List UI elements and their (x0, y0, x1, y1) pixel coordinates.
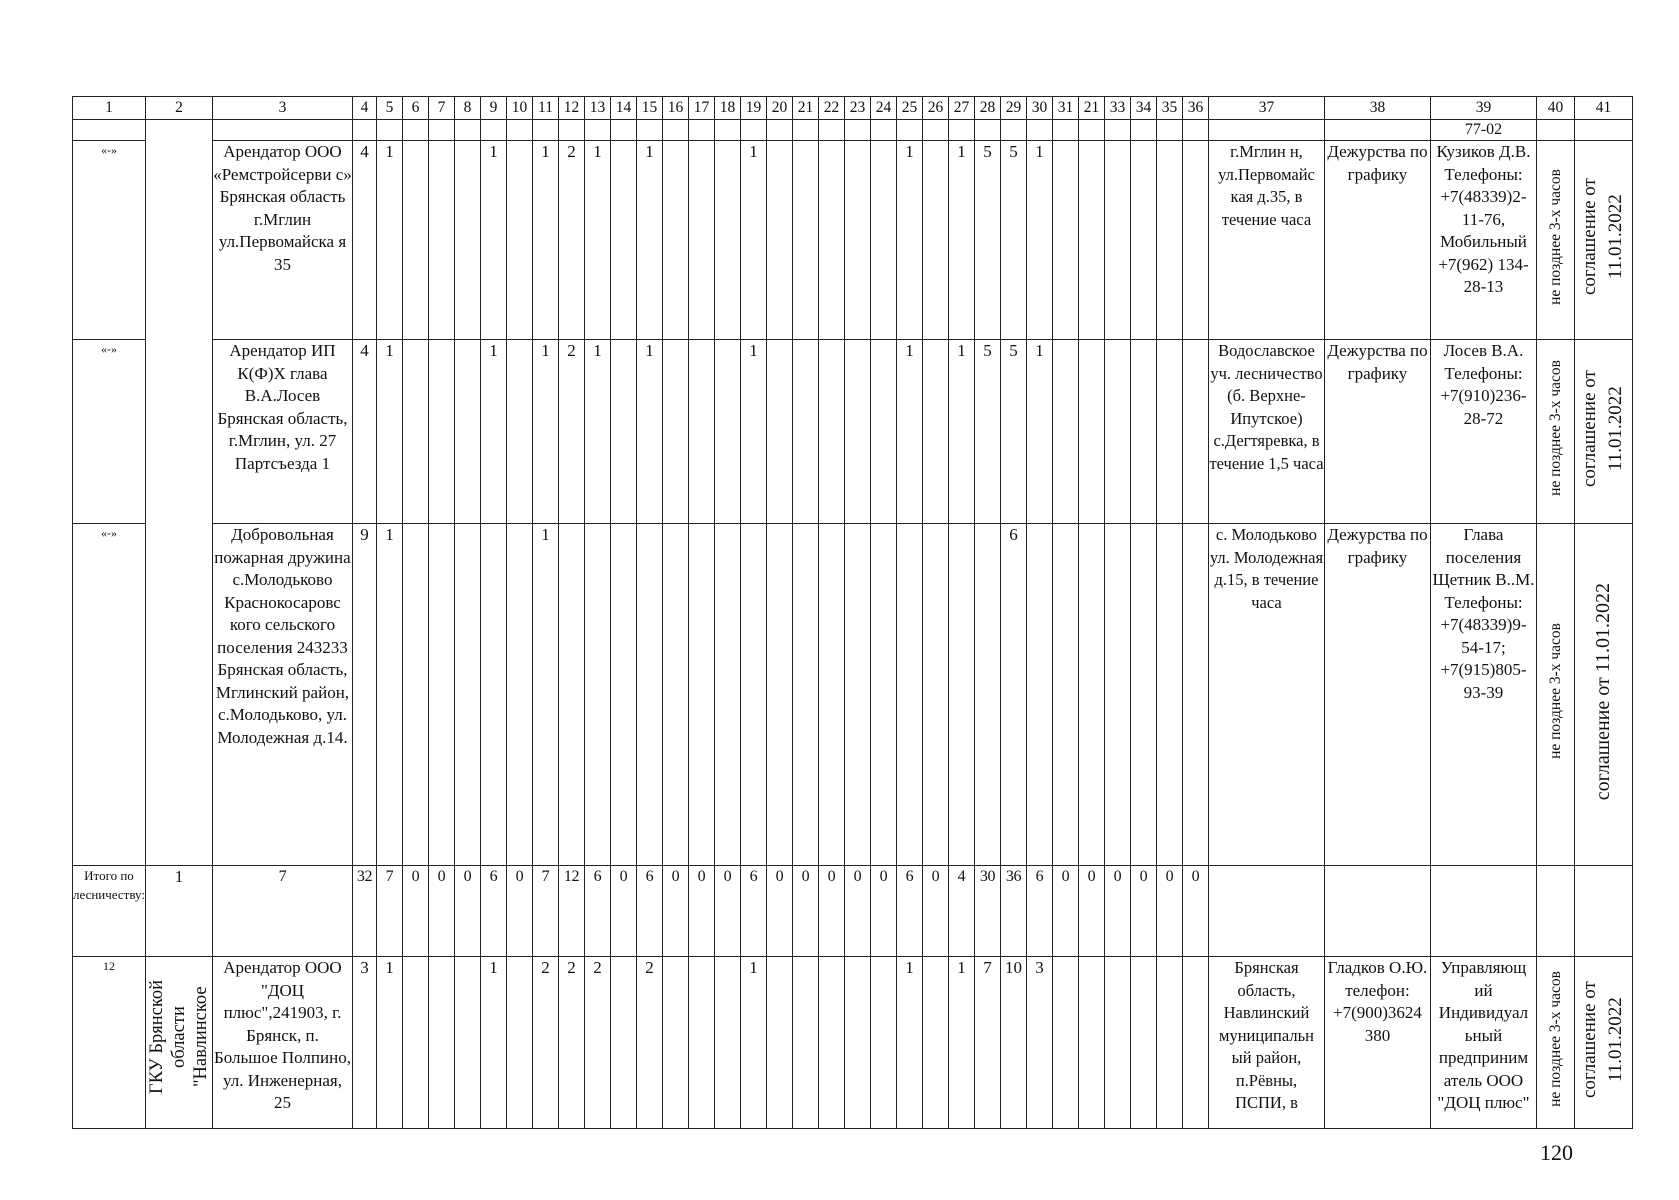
total-value: 0 (454, 866, 480, 957)
value-cell: 1 (480, 340, 506, 524)
total-value: 7 (376, 866, 402, 957)
total-value: 0 (766, 866, 792, 957)
total-value: 0 (1052, 866, 1078, 957)
total-value: 0 (1078, 866, 1104, 957)
value-cell (1182, 957, 1208, 1129)
value-cell (636, 524, 662, 866)
cell (1574, 120, 1632, 141)
total-value: 0 (818, 866, 844, 957)
value-cell (714, 957, 740, 1129)
value-cell (662, 524, 688, 866)
value-cell: 1 (584, 340, 610, 524)
table-row (73, 340, 1633, 524)
value-cell (1156, 141, 1182, 340)
duty-cell: Дежурства по графику (1324, 340, 1430, 524)
header-cell: 28 (974, 97, 1000, 120)
deadline-cell-text: не позднее 3-х часов (1546, 623, 1564, 760)
header-cell: 34 (1130, 97, 1156, 120)
value-cell (1052, 340, 1078, 524)
value-cell: 1 (1026, 141, 1052, 340)
value-cell (844, 141, 870, 340)
value-cell (610, 524, 636, 866)
value-cell (766, 141, 792, 340)
value-cell (818, 340, 844, 524)
value-cell (584, 524, 610, 866)
cell (1208, 866, 1324, 957)
value-cell (662, 141, 688, 340)
value-cell: 5 (1000, 340, 1026, 524)
value-cell: 6 (1000, 524, 1026, 866)
value-cell (922, 524, 948, 866)
agreement-cell-text: соглашение от 11.01.2022 (1579, 980, 1627, 1098)
location-cell: Водославское уч. лесничество (б. Верхне-Ипутское) с.Дегтяревка, в течение 1,5 часа (1208, 340, 1324, 524)
contact-cell: Управляющ ий Индивидуал ьный предприним атель ООО "ДОЦ плюс" (1430, 957, 1536, 1129)
value-cell (766, 524, 792, 866)
cell (1536, 120, 1574, 141)
cell (1430, 866, 1536, 957)
value-cell (1130, 340, 1156, 524)
header-cell: 19 (740, 97, 766, 120)
code-row (73, 120, 1633, 141)
total-value: 0 (402, 866, 428, 957)
value-cell (948, 524, 974, 866)
agreement-cell (1574, 524, 1632, 866)
value-cell (1182, 141, 1208, 340)
header-cell: 6 (402, 97, 428, 120)
header-cell: 11 (532, 97, 558, 120)
header-cell: 21 (792, 97, 818, 120)
value-cell: 1 (584, 141, 610, 340)
header-cell: 4 (352, 97, 376, 120)
value-cell (610, 957, 636, 1129)
value-cell: 1 (376, 957, 402, 1129)
value-cell (1130, 524, 1156, 866)
value-cell (818, 141, 844, 340)
total-value: 0 (1130, 866, 1156, 957)
header-cell: 24 (870, 97, 896, 120)
value-cell (558, 524, 584, 866)
value-cell: 3 (352, 957, 376, 1129)
deadline-cell-text: не позднее 3-х часов (1546, 360, 1564, 497)
total-value: 7 (532, 866, 558, 957)
agreement-cell-text: соглашение от 11.01.2022 (1579, 369, 1627, 487)
total-value: 0 (714, 866, 740, 957)
value-cell: 2 (558, 141, 584, 340)
value-cell: 2 (532, 957, 558, 1129)
value-cell (1182, 340, 1208, 524)
deadline-cell (1536, 524, 1574, 866)
header-cell: 5 (376, 97, 402, 120)
header-cell: 10 (506, 97, 532, 120)
value-cell (1182, 524, 1208, 866)
value-cell: 4 (352, 141, 376, 340)
header-cell: 38 (1324, 97, 1430, 120)
value-cell (922, 141, 948, 340)
header-cell: 37 (1208, 97, 1324, 120)
org-cell-text: ГКУ Брянской области "Навлинское (146, 979, 211, 1095)
value-cell: 1 (896, 340, 922, 524)
header-cell: 16 (662, 97, 688, 120)
value-cell (792, 141, 818, 340)
value-cell (792, 524, 818, 866)
fire-resources-table (72, 96, 1633, 1129)
value-cell (428, 524, 454, 866)
cell (73, 120, 146, 141)
duty-cell: Дежурства по графику (1324, 141, 1430, 340)
header-cell: 26 (922, 97, 948, 120)
table-row (73, 524, 1633, 866)
value-cell (870, 524, 896, 866)
total-value: 12 (558, 866, 584, 957)
value-cell: 2 (558, 957, 584, 1129)
value-cell (1156, 340, 1182, 524)
total-value: 0 (922, 866, 948, 957)
value-cell: 9 (352, 524, 376, 866)
value-cell: 5 (1000, 141, 1026, 340)
total-row (73, 866, 1633, 957)
total-value: 1 (145, 866, 212, 957)
value-cell (402, 524, 428, 866)
agreement-cell (1574, 957, 1632, 1129)
header-cell: 30 (1026, 97, 1052, 120)
header-cell: 9 (480, 97, 506, 120)
header-cell: 1 (73, 97, 146, 120)
value-cell (844, 957, 870, 1129)
cell (212, 120, 352, 141)
value-cell: 1 (532, 141, 558, 340)
value-cell (922, 340, 948, 524)
header-cell: 21 (1078, 97, 1104, 120)
value-cell (1078, 340, 1104, 524)
location-cell: с. Молодьково ул. Молодежная д.15, в течение часа (1208, 524, 1324, 866)
value-cell (454, 524, 480, 866)
value-cell (610, 340, 636, 524)
total-label: Итого по лесничеству: (73, 866, 146, 957)
value-cell: 1 (740, 340, 766, 524)
value-cell (1104, 524, 1130, 866)
header-cell: 41 (1574, 97, 1632, 120)
value-cell: 1 (376, 141, 402, 340)
cell (1536, 866, 1574, 957)
row-name: Арендатор ООО "ДОЦ плюс",241903, г. Брянск, п. Большое Полпино, ул. Инженерная, 25 (212, 957, 352, 1129)
header-cell: 17 (688, 97, 714, 120)
value-cell (1156, 524, 1182, 866)
total-value: 30 (974, 866, 1000, 957)
value-cell: 1 (740, 957, 766, 1129)
value-cell (1052, 524, 1078, 866)
deadline-cell (1536, 957, 1574, 1129)
deadline-cell-text: не позднее 3-х часов (1546, 971, 1564, 1107)
value-cell (1104, 340, 1130, 524)
header-cell: 15 (636, 97, 662, 120)
total-value: 0 (792, 866, 818, 957)
value-cell (1052, 957, 1078, 1129)
total-value: 6 (896, 866, 922, 957)
deadline-cell (1536, 141, 1574, 340)
duty-cell: Гладков О.Ю. телефон: +7(900)3624 380 (1324, 957, 1430, 1129)
value-cell (896, 524, 922, 866)
contact-code: 77-02 (1430, 120, 1536, 141)
value-cell (506, 524, 532, 866)
agreement-cell (1574, 141, 1632, 340)
value-cell: 1 (532, 524, 558, 866)
value-cell (428, 957, 454, 1129)
value-cell: 1 (896, 141, 922, 340)
value-cell (1052, 141, 1078, 340)
page-number: 120 (1540, 1140, 1573, 1165)
value-cell (428, 141, 454, 340)
value-cell (402, 340, 428, 524)
header-cell: 23 (844, 97, 870, 120)
header-row (73, 97, 1633, 120)
value-cell (922, 957, 948, 1129)
value-cell (402, 957, 428, 1129)
value-cell: 1 (948, 957, 974, 1129)
org-cell (145, 957, 212, 1129)
duty-cell: Дежурства по графику (1324, 524, 1430, 866)
agreement-cell (1574, 340, 1632, 524)
value-cell (714, 141, 740, 340)
value-cell (740, 524, 766, 866)
value-cell: 1 (636, 340, 662, 524)
agreement-cell-text: соглашение от 11.01.2022 (1592, 582, 1615, 800)
header-cell: 22 (818, 97, 844, 120)
value-cell (714, 524, 740, 866)
value-cell: 1 (532, 340, 558, 524)
value-cell: 1 (896, 957, 922, 1129)
value-cell: 1 (1026, 340, 1052, 524)
agreement-cell-text: соглашение от 11.01.2022 (1579, 178, 1627, 296)
total-value: 0 (1104, 866, 1130, 957)
total-value: 32 (352, 866, 376, 957)
value-cell (818, 957, 844, 1129)
total-value: 0 (688, 866, 714, 957)
header-cell: 36 (1182, 97, 1208, 120)
value-cell (480, 524, 506, 866)
row-name: Добровольная пожарная дружина с.Молодьково Краснокосаровс кого сельского поселения 243233 Брянская область, Мглинский район, с.Молодьково, ул. Молодежная д.14. (212, 524, 352, 866)
row-marker: «-» (73, 141, 146, 340)
value-cell (844, 340, 870, 524)
value-cell (1104, 141, 1130, 340)
contact-cell: Лосев В.А. Телефоны: +7(910)236-28-72 (1430, 340, 1536, 524)
value-cell (688, 340, 714, 524)
header-cell: 12 (558, 97, 584, 120)
value-cell: 2 (558, 340, 584, 524)
row-name: Арендатор ООО «Ремстройсерви с» Брянская область г.Мглин ул.Первомайска я 35 (212, 141, 352, 340)
total-value: 0 (844, 866, 870, 957)
row-marker: «-» (73, 340, 146, 524)
total-value: 0 (610, 866, 636, 957)
value-cell (870, 141, 896, 340)
total-value: 36 (1000, 866, 1026, 957)
value-cell: 5 (974, 340, 1000, 524)
contact-cell: Кузиков Д.В. Телефоны: +7(48339)2-11-76, Мобильный +7(962) 134-28-13 (1430, 141, 1536, 340)
value-cell: 1 (480, 957, 506, 1129)
value-cell: 2 (636, 957, 662, 1129)
value-cell (688, 524, 714, 866)
value-cell: 1 (376, 340, 402, 524)
value-cell (792, 957, 818, 1129)
row-number: 12 (73, 957, 146, 1129)
value-cell: 1 (740, 141, 766, 340)
location-cell: г.Мглин н, ул.Первомайс кая д.35, в течение часа (1208, 141, 1324, 340)
value-cell (1078, 524, 1104, 866)
total-value: 0 (1156, 866, 1182, 957)
value-cell (870, 957, 896, 1129)
value-cell (792, 340, 818, 524)
cell (1208, 120, 1324, 141)
value-cell (870, 340, 896, 524)
value-cell (662, 957, 688, 1129)
header-cell: 14 (610, 97, 636, 120)
value-cell (454, 957, 480, 1129)
header-cell: 2 (145, 97, 212, 120)
value-cell (506, 141, 532, 340)
value-cell (1078, 141, 1104, 340)
deadline-cell-text: не позднее 3-х часов (1546, 168, 1564, 305)
value-cell (844, 524, 870, 866)
total-value: 0 (870, 866, 896, 957)
table-row (73, 957, 1633, 1129)
total-value: 7 (212, 866, 352, 957)
header-cell: 40 (1536, 97, 1574, 120)
header-cell: 31 (1052, 97, 1078, 120)
value-cell: 1 (376, 524, 402, 866)
row-marker: «-» (73, 524, 146, 866)
value-cell (1104, 957, 1130, 1129)
total-value: 4 (948, 866, 974, 957)
value-cell (610, 141, 636, 340)
row-name: Арендатор ИП К(Ф)Х глава В.А.Лосев Брянская область, г.Мглин, ул. 27 Партсъезда 1 (212, 340, 352, 524)
value-cell (662, 340, 688, 524)
header-cell: 27 (948, 97, 974, 120)
header-cell: 29 (1000, 97, 1026, 120)
header-cell: 8 (454, 97, 480, 120)
value-cell: 1 (948, 340, 974, 524)
value-cell (454, 340, 480, 524)
value-cell (1156, 957, 1182, 1129)
value-cell (688, 141, 714, 340)
total-value: 6 (584, 866, 610, 957)
value-cell (688, 957, 714, 1129)
total-value: 6 (636, 866, 662, 957)
value-cell: 2 (584, 957, 610, 1129)
value-cell (1130, 141, 1156, 340)
value-cell (766, 340, 792, 524)
cell (1324, 120, 1430, 141)
cell (1574, 866, 1632, 957)
value-cell: 5 (974, 141, 1000, 340)
value-cell: 3 (1026, 957, 1052, 1129)
header-cell: 3 (212, 97, 352, 120)
value-cell (1130, 957, 1156, 1129)
value-cell (1026, 524, 1052, 866)
contact-cell: Глава поселения Щетник В..М. Телефоны: +7(48339)9-54-17; +7(915)805-93-39 (1430, 524, 1536, 866)
header-cell: 39 (1430, 97, 1536, 120)
location-cell: Брянская область, Навлинский муниципальн ый район, п.Рёвны, ПСПИ, в (1208, 957, 1324, 1129)
value-cell: 7 (974, 957, 1000, 1129)
total-value: 6 (1026, 866, 1052, 957)
header-cell: 20 (766, 97, 792, 120)
value-cell (402, 141, 428, 340)
value-cell: 10 (1000, 957, 1026, 1129)
value-cell: 1 (480, 141, 506, 340)
deadline-cell (1536, 340, 1574, 524)
header-cell: 18 (714, 97, 740, 120)
value-cell: 4 (352, 340, 376, 524)
value-cell (506, 957, 532, 1129)
value-cell (766, 957, 792, 1129)
total-value: 0 (428, 866, 454, 957)
header-cell: 33 (1104, 97, 1130, 120)
header-cell: 25 (896, 97, 922, 120)
header-cell: 13 (584, 97, 610, 120)
value-cell (428, 340, 454, 524)
value-cell: 1 (948, 141, 974, 340)
total-value: 0 (1182, 866, 1208, 957)
table-row (73, 141, 1633, 340)
value-cell (1078, 957, 1104, 1129)
cell (1324, 866, 1430, 957)
org-cell-empty (145, 120, 212, 866)
value-cell (714, 340, 740, 524)
value-cell (974, 524, 1000, 866)
value-cell (506, 340, 532, 524)
value-cell (454, 141, 480, 340)
header-cell: 35 (1156, 97, 1182, 120)
header-cell: 7 (428, 97, 454, 120)
total-value: 6 (480, 866, 506, 957)
total-value: 0 (662, 866, 688, 957)
total-value: 6 (740, 866, 766, 957)
value-cell: 1 (636, 141, 662, 340)
value-cell (818, 524, 844, 866)
total-value: 0 (506, 866, 532, 957)
